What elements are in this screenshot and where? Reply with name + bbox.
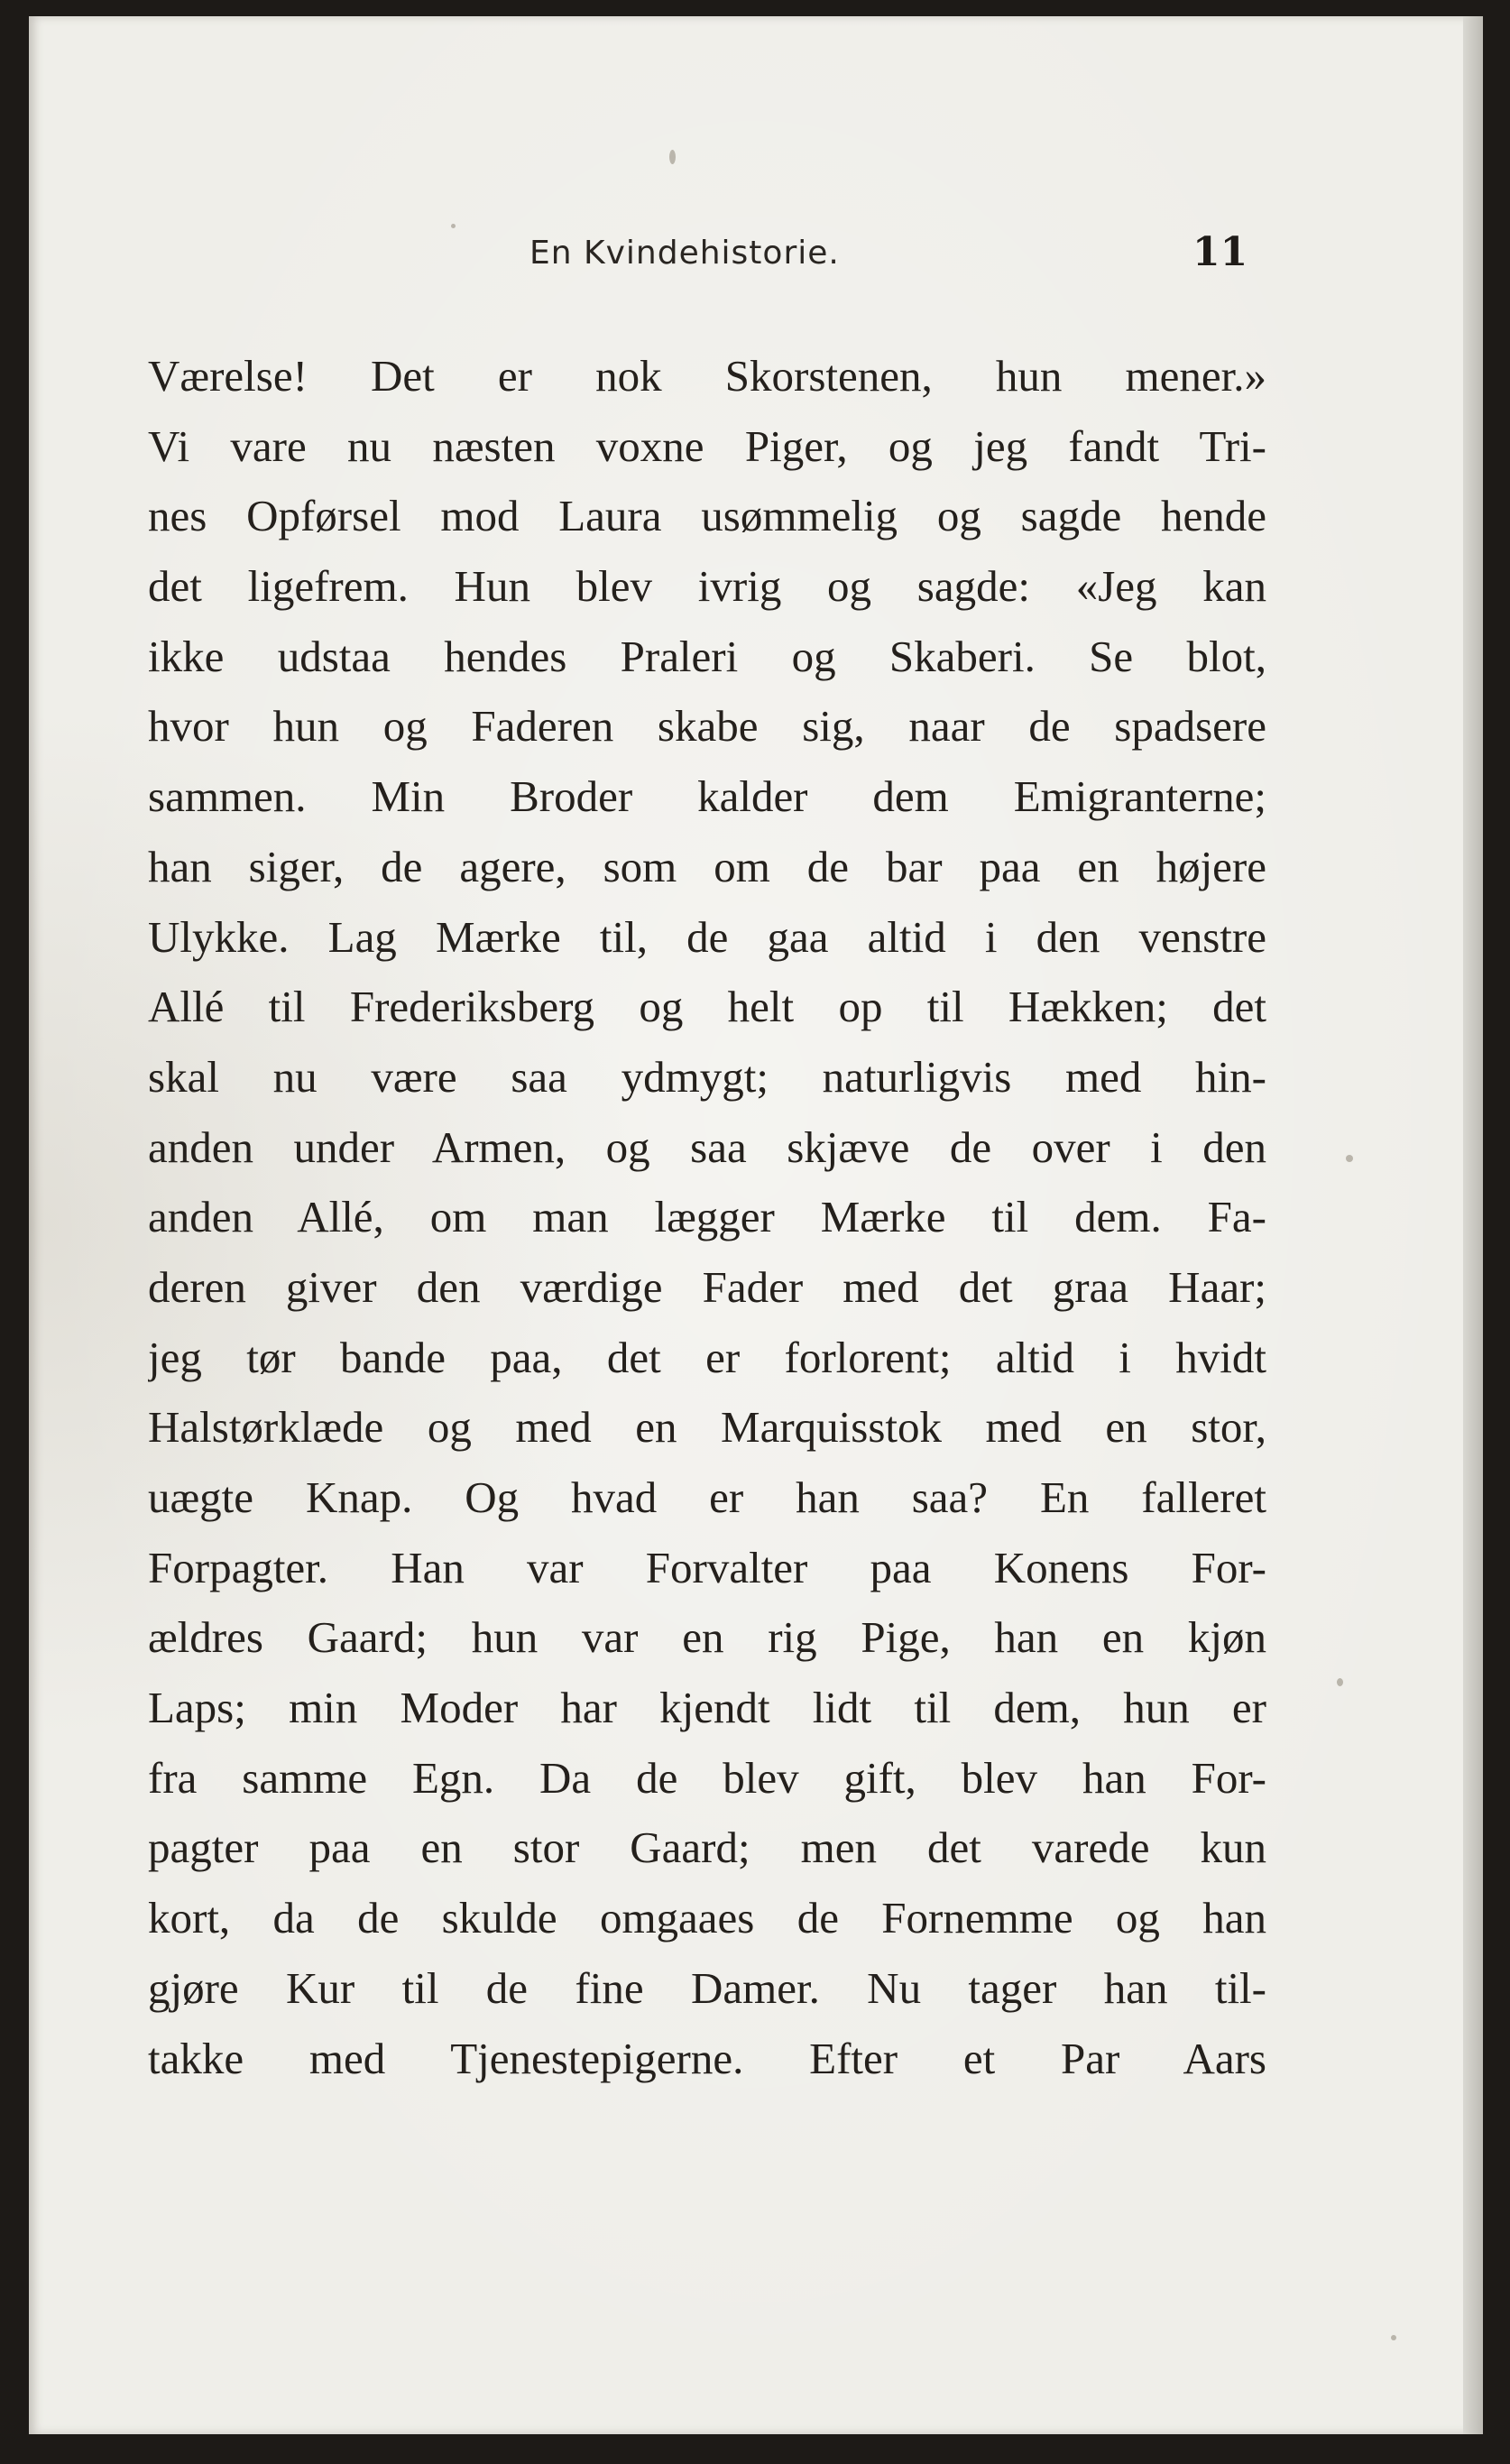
- page-header: [29, 226, 1283, 289]
- text-line: sammen. Min Broder kalder dem Emigranterne;: [148, 771, 1266, 822]
- ink-speck: [1391, 2335, 1396, 2340]
- ink-speck: [669, 150, 676, 164]
- text-line: skal nu være saa ydmygt; naturligvis med hin-: [148, 1051, 1266, 1102]
- ink-speck: [1337, 1678, 1343, 1686]
- text-line: Ulykke. Lag Mærke til, de gaa altid i den venstre: [148, 911, 1266, 962]
- text-line: jeg tør bande paa, det er forlorent; altid i hvidt: [148, 1332, 1266, 1382]
- text-line: nes Opførsel mod Laura usømmelig og sagde hende: [148, 491, 1266, 541]
- text-line: deren giver den værdige Fader med det graa Haar;: [148, 1261, 1266, 1312]
- page-number: 11: [1192, 229, 1248, 275]
- text-line: ikke udstaa hendes Praleri og Skaberi. Se blot,: [148, 631, 1266, 681]
- text-line: Værelse! Det er nok Skorstenen, hun mener.»: [148, 351, 1266, 401]
- text-line: det ligefrem. Hun blev ivrig og sagde: «Jeg kan: [148, 561, 1266, 612]
- text-line: gjøre Kur til de fine Damer. Nu tager han til-: [148, 1962, 1266, 2013]
- text-line: anden under Armen, og saa skjæve de over i den: [148, 1121, 1266, 1172]
- text-line: kort, da de skulde omgaaes de Fornemme og han: [148, 1893, 1266, 1943]
- text-line: uægte Knap. Og hvad er han saa? En falleret: [148, 1472, 1266, 1522]
- running-title: En Kvindehistorie.: [529, 235, 840, 272]
- text-line: hvor hun og Faderen skabe sig, naar de spadsere: [148, 701, 1266, 752]
- text-line: Halstørklæde og med en Marquisstok med en stor,: [148, 1402, 1266, 1453]
- text-line: han siger, de agere, som om de bar paa en højere: [148, 841, 1266, 891]
- ink-speck: [1346, 1155, 1353, 1162]
- text-line: Vi vare nu næsten voxne Piger, og jeg fandt Tri-: [148, 420, 1266, 471]
- text-line: anden Allé, om man lægger Mærke til dem. Fa-: [148, 1192, 1266, 1242]
- text-line: pagter paa en stor Gaard; men det varede kun: [148, 1823, 1266, 1873]
- body-text: [148, 341, 1266, 2093]
- text-line: Laps; min Moder har kjendt lidt til dem, hun er: [148, 1683, 1266, 1733]
- text-line: Forpagter. Han var Forvalter paa Konens For-: [148, 1542, 1266, 1592]
- text-line: Allé til Frederiksberg og helt op til Hækken; det: [148, 982, 1266, 1032]
- text-line: ældres Gaard; hun var en rig Pige, han en kjøn: [148, 1612, 1266, 1663]
- text-line: fra samme Egn. Da de blev gift, blev han For-: [148, 1752, 1266, 1803]
- page-edge: [1463, 16, 1483, 2434]
- book-page: [29, 16, 1483, 2434]
- text-line: takke med Tjenestepigerne. Efter et Par Aars: [148, 2033, 1266, 2083]
